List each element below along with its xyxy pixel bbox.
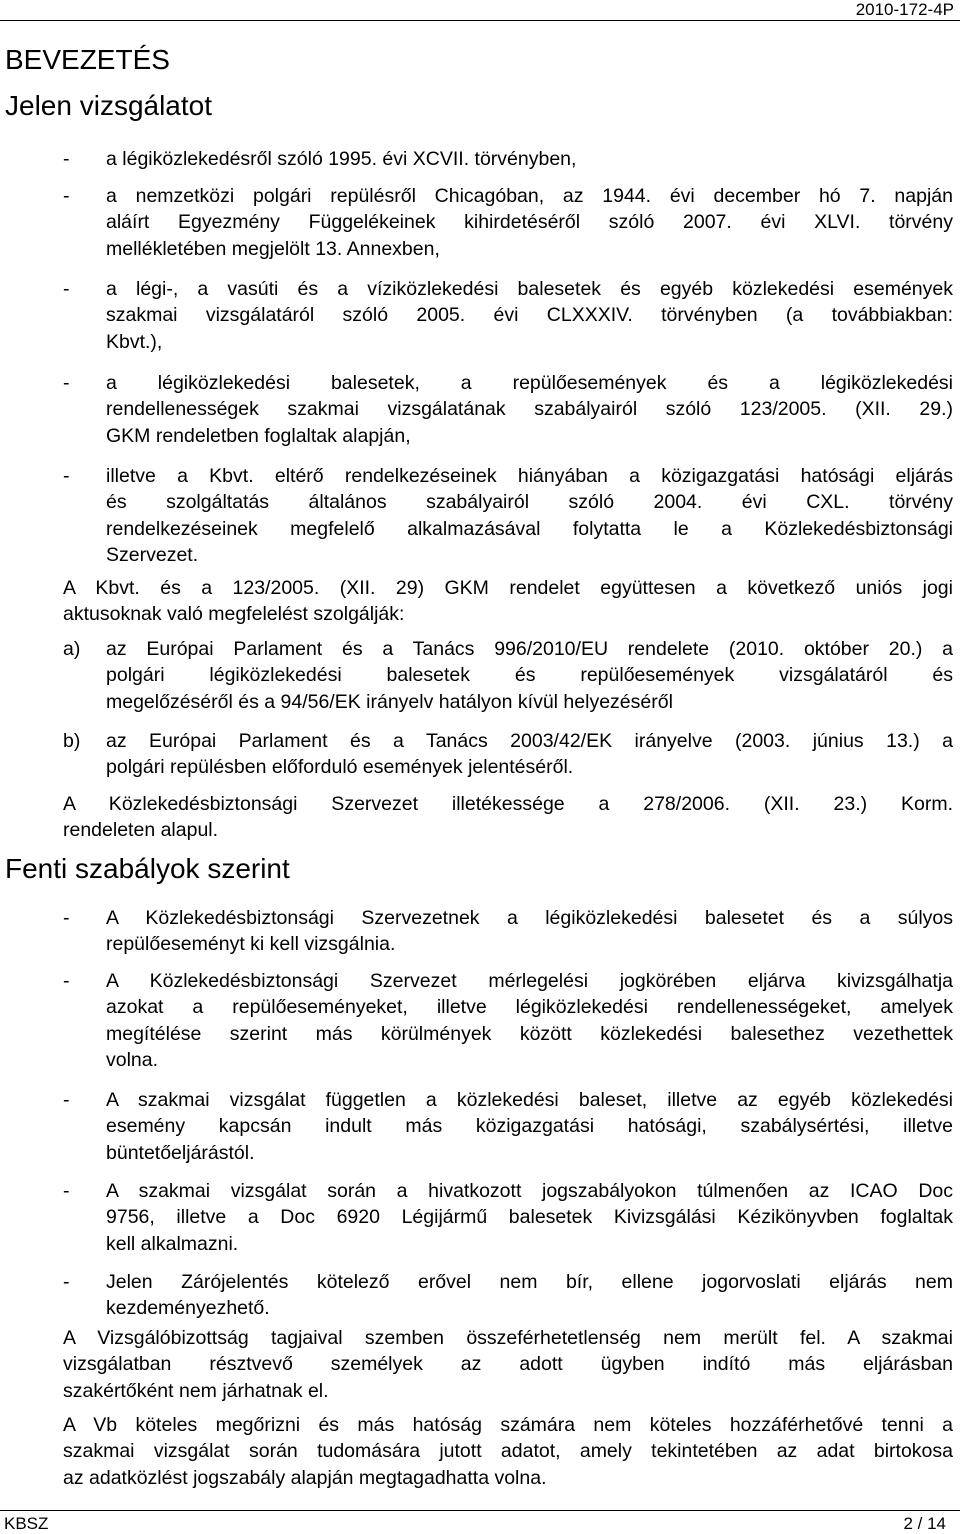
list-item-line: A szakmai vizsgálat független a közlekedési baleset, illetve az egyéb közlekedési bbox=[106, 1089, 953, 1111]
list-item-line: A Közlekedésbiztonsági Szervezet mérlegelési jogkörében eljárva kivizsgálhatja bbox=[106, 970, 953, 992]
footer-org: KBSZ bbox=[4, 1514, 49, 1533]
list-marker: - bbox=[63, 1271, 70, 1293]
footer-rule bbox=[0, 1510, 960, 1511]
list-marker: - bbox=[63, 907, 70, 929]
list-item-line: és szolgáltatás általános szabályairól szóló 2004. évi CXL. törvény bbox=[106, 491, 953, 514]
paragraph-line: szakmai vizsgálat során tudomására jutott adatot, amely tekintetében az adat birtokosa bbox=[63, 1440, 953, 1463]
paragraph-line: szakértőként nem járhatnak el. bbox=[63, 1379, 329, 1402]
list-marker: - bbox=[63, 970, 70, 992]
paragraph bbox=[63, 575, 953, 628]
list-item-line: Kbvt.), bbox=[106, 330, 163, 353]
list-item-line: azokat a repülőeseményeket, illetve légiközlekedési rendellenességeket, amelyek bbox=[106, 996, 953, 1019]
paragraph bbox=[63, 791, 953, 844]
list-item-line: GKM rendeletben foglaltak alapján, bbox=[106, 424, 411, 447]
paragraph-line: A Közlekedésbiztonsági Szervezet illetékessége a 278/2006. (XII. 23.) Korm. bbox=[63, 793, 953, 815]
list-item-line: A Közlekedésbiztonsági Szervezetnek a légiközlekedési balesetet és a súlyos bbox=[106, 907, 953, 929]
list-marker: b) bbox=[63, 730, 81, 752]
paragraph-line: vizsgálatban résztvevő személyek az adott ügyben indító más eljárásban bbox=[63, 1353, 953, 1376]
list-item-line: kell alkalmazni. bbox=[106, 1232, 239, 1255]
list-item-line: kezdeményezhető. bbox=[106, 1297, 270, 1320]
document-id: 2010-172-4P bbox=[855, 0, 954, 19]
list-item-line: polgári repülésben előforduló események jelentéséről. bbox=[106, 756, 574, 779]
list-item-line: az Európai Parlament és a Tanács 2003/42/EK irányelve (2003. június 13.) a bbox=[106, 730, 953, 752]
list-marker: - bbox=[63, 372, 70, 394]
list-item-line: 9756, illetve a Doc 6920 Légijármű balesetek Kivizsgálási Kézikönyvben foglaltak bbox=[106, 1206, 953, 1229]
paragraph-line: A Vizsgálóbizottság tagjaival szemben összeférhetetlenség nem merült fel. A szakmai bbox=[63, 1327, 953, 1349]
list-item-line: illetve a Kbvt. eltérő rendelkezéseinek hiányában a közigazgatási hatósági eljárás bbox=[106, 465, 953, 487]
list-item-line: a légi-, a vasúti és a víziközlekedési balesetek és egyéb közlekedési események bbox=[106, 278, 953, 300]
page-number: 2 / 14 bbox=[903, 1514, 946, 1533]
list-item-line: polgári légiközlekedési balesetek és repülőesemények vizsgálatáról és bbox=[106, 664, 953, 687]
header-rule bbox=[0, 20, 960, 21]
list-item-line: megelőzéséről és a 94/56/EK irányelv hatályon kívül helyezéséről bbox=[106, 690, 673, 713]
list-item-line: büntetőeljárástól. bbox=[106, 1141, 255, 1164]
list-item-line: a légiközlekedésről szóló 1995. évi XCVII. törvényben, bbox=[106, 148, 577, 170]
list-marker: - bbox=[63, 1089, 70, 1111]
list-item-line: mellékletében megjelölt 13. Annexben, bbox=[106, 237, 440, 260]
paragraph-line: rendeleten alapul. bbox=[63, 819, 219, 842]
heading-fenti-szabalyok: Fenti szabályok szerint bbox=[5, 853, 290, 884]
list-item-line: esemény kapcsán indult más közigazgatási hatósági, szabálysértési, illetve bbox=[106, 1115, 953, 1138]
list-item-line: a nemzetközi polgári repülésről Chicagóban, az 1944. évi december hó 7. napján bbox=[106, 185, 953, 207]
paragraph-line: aktusoknak való megfelelést szolgálják: bbox=[63, 603, 405, 626]
list-marker: - bbox=[63, 185, 70, 207]
list-item-line: szakmai vizsgálatáról szóló 2005. évi CLXXXIV. törvényben (a továbbiakban: bbox=[106, 304, 953, 327]
list-item-line: repülőeseményt ki kell vizsgálnia. bbox=[106, 933, 396, 956]
list-item-line: megítélése szerint más körülmények között közlekedési balesethez vezethettek bbox=[106, 1022, 953, 1045]
list-marker: - bbox=[63, 465, 70, 487]
heading-bevezetes: BEVEZETÉS bbox=[5, 44, 170, 75]
list-marker: - bbox=[63, 148, 70, 170]
list-marker: a) bbox=[63, 638, 81, 660]
paragraph-line: az adatközlést jogszabály alapján megtagadhatta volna. bbox=[63, 1466, 547, 1489]
list-item-line: volna. bbox=[106, 1048, 159, 1071]
paragraph bbox=[63, 1412, 953, 1491]
paragraph bbox=[63, 1325, 953, 1404]
paragraph-line: A Vb köteles megőrizni és más hatóság számára nem köteles hozzáférhetővé tenni a bbox=[63, 1414, 953, 1436]
list-item-line: Jelen Zárójelentés kötelező erővel nem bír, ellene jogorvoslati eljárás nem bbox=[106, 1271, 953, 1293]
list-item-line: a légiközlekedési balesetek, a repülőesemények és a légiközlekedési bbox=[106, 372, 953, 394]
paragraph-line: A Kbvt. és a 123/2005. (XII. 29) GKM rendelet együttesen a következő uniós jogi bbox=[63, 577, 953, 599]
list-item-line: aláírt Egyezmény Függelékeinek kihirdetéséről szóló 2007. évi XLVI. törvény bbox=[106, 211, 953, 234]
list-item-line: A szakmai vizsgálat során a hivatkozott jogszabályokon túlmenően az ICAO Doc bbox=[106, 1180, 953, 1202]
list-item-line: az Európai Parlament és a Tanács 996/2010/EU rendelete (2010. október 20.) a bbox=[106, 638, 953, 660]
list-marker: - bbox=[63, 278, 70, 300]
list-marker: - bbox=[63, 1180, 70, 1202]
list-item-line: Szervezet. bbox=[106, 543, 199, 566]
heading-jelen-vizsgalatot: Jelen vizsgálatot bbox=[5, 90, 213, 121]
list-item-line: rendelkezéseinek megfelelő alkalmazásával folytatta le a Közlekedésbiztonsági bbox=[106, 517, 953, 540]
list-item-line: rendellenességek szakmai vizsgálatának szabályairól szóló 123/2005. (XII. 29.) bbox=[106, 398, 953, 421]
